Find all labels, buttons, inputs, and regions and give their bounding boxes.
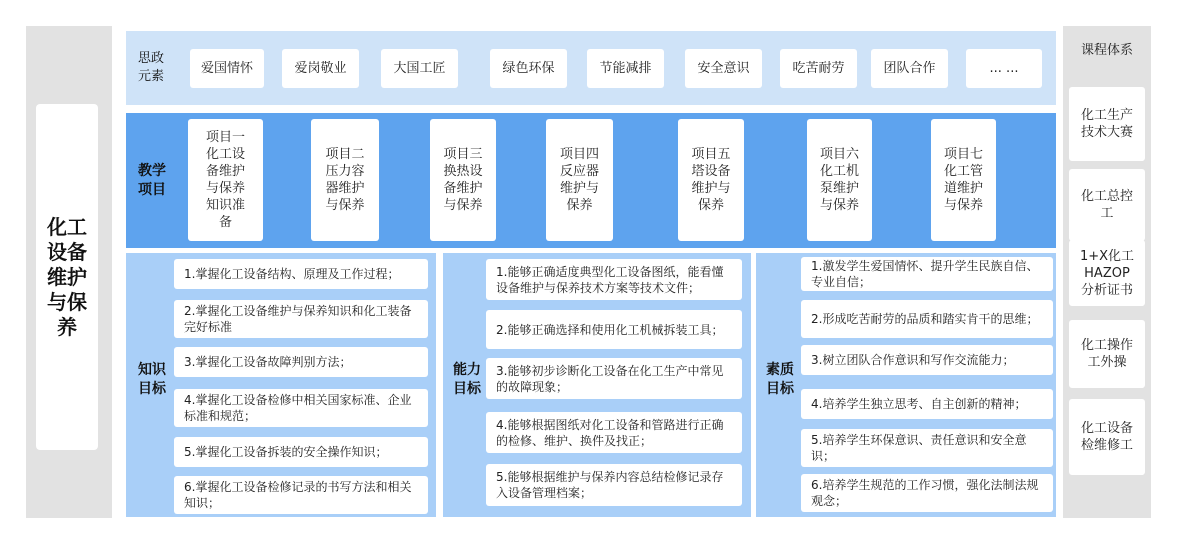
quality-label: 素质 目标 (766, 362, 794, 397)
ideological-item: 爱国情怀 (190, 49, 264, 88)
quality-objective: 2.形成吃苦耐劳的品质和踏实肯干的思维； (801, 300, 1053, 338)
project-card: 项目四 反应器 维护与 保养 (546, 119, 613, 241)
projects-label: 教学 项目 (138, 163, 166, 198)
project-card: 项目七 化工管 道维护 与保养 (931, 119, 996, 241)
project-card: 项目五 塔设备 维护与 保养 (678, 119, 744, 241)
quality-objective: 6.培养学生规范的工作习惯，强化法制法规观念； (801, 474, 1053, 512)
ideological-item: 爱岗敬业 (282, 49, 359, 88)
quality-objective: 4.培养学生独立思考、自主创新的精神； (801, 389, 1053, 419)
knowledge-objective: 4.掌握化工设备检修中相关国家标准、企业标准和规范； (174, 389, 428, 427)
project-card: 项目一 化工设 备维护 与保养 知识准 备 (188, 119, 263, 241)
ideological-item: 节能减排 (587, 49, 664, 88)
knowledge-label: 知识 目标 (138, 362, 166, 397)
knowledge-objective: 1.掌握化工设备结构、原理及工作过程； (174, 259, 428, 289)
knowledge-objective: 5.掌握化工设备拆装的安全操作知识； (174, 437, 428, 467)
knowledge-objective: 6.掌握化工设备检修记录的书写方法和相关知识； (174, 476, 428, 514)
ability-objective: 4.能够根据图纸对化工设备和管路进行正确的检修、维护、换件及找正； (486, 412, 742, 453)
course-system-item: 1+X化工 HAZOP 分析证书 (1069, 240, 1145, 306)
ideological-item: 安全意识 (685, 49, 762, 88)
course-title-card (36, 104, 98, 450)
ideological-item: 绿色环保 (490, 49, 567, 88)
quality-objective: 5.培养学生环保意识、责任意识和安全意识； (801, 429, 1053, 467)
ability-label: 能力 目标 (453, 362, 481, 397)
quality-objective: 3.树立团队合作意识和写作交流能力； (801, 345, 1053, 375)
course-system-item: 化工生产 技术大赛 (1069, 87, 1145, 161)
ability-objective: 1.能够正确适度典型化工设备图纸，能看懂设备维护与保养技术方案等技术文件； (486, 259, 742, 300)
ideological-item: 大国工匠 (381, 49, 458, 88)
project-card: 项目二 压力容 器维护 与保养 (311, 119, 379, 241)
ideological-label: 思政 元素 (138, 51, 165, 84)
ideological-item: 团队合作 (871, 49, 948, 88)
knowledge-objective: 2.掌握化工设备维护与保养知识和化工装备完好标准 (174, 300, 428, 338)
course-system-item: 化工操作 工外操 (1069, 320, 1145, 388)
ideological-item: 吃苦耐劳 (780, 49, 857, 88)
course-title: 化工 设备 维护 与保 养 (47, 214, 87, 339)
ability-objective: 3.能够初步诊断化工设备在化工生产中常见的故障现象； (486, 358, 742, 399)
course-system-item: 化工总控 工 (1069, 169, 1145, 241)
project-card: 项目三 换热设 备维护 与保养 (430, 119, 496, 241)
course-system-item: 化工设备 检维修工 (1069, 399, 1145, 475)
ideological-item: ... ... (966, 49, 1042, 88)
ability-objective: 2.能够正确选择和使用化工机械拆装工具； (486, 310, 742, 349)
course-system-label: 课程体系 (1080, 43, 1133, 58)
quality-objective: 1.激发学生爱国情怀、提升学生民族自信、专业自信； (801, 257, 1053, 291)
knowledge-objective: 3.掌握化工设备故障判别方法； (174, 347, 428, 377)
ability-objective: 5.能够根据维护与保养内容总结检修记录存入设备管理档案； (486, 464, 742, 506)
project-card: 项目六 化工机 泵维护 与保养 (807, 119, 872, 241)
